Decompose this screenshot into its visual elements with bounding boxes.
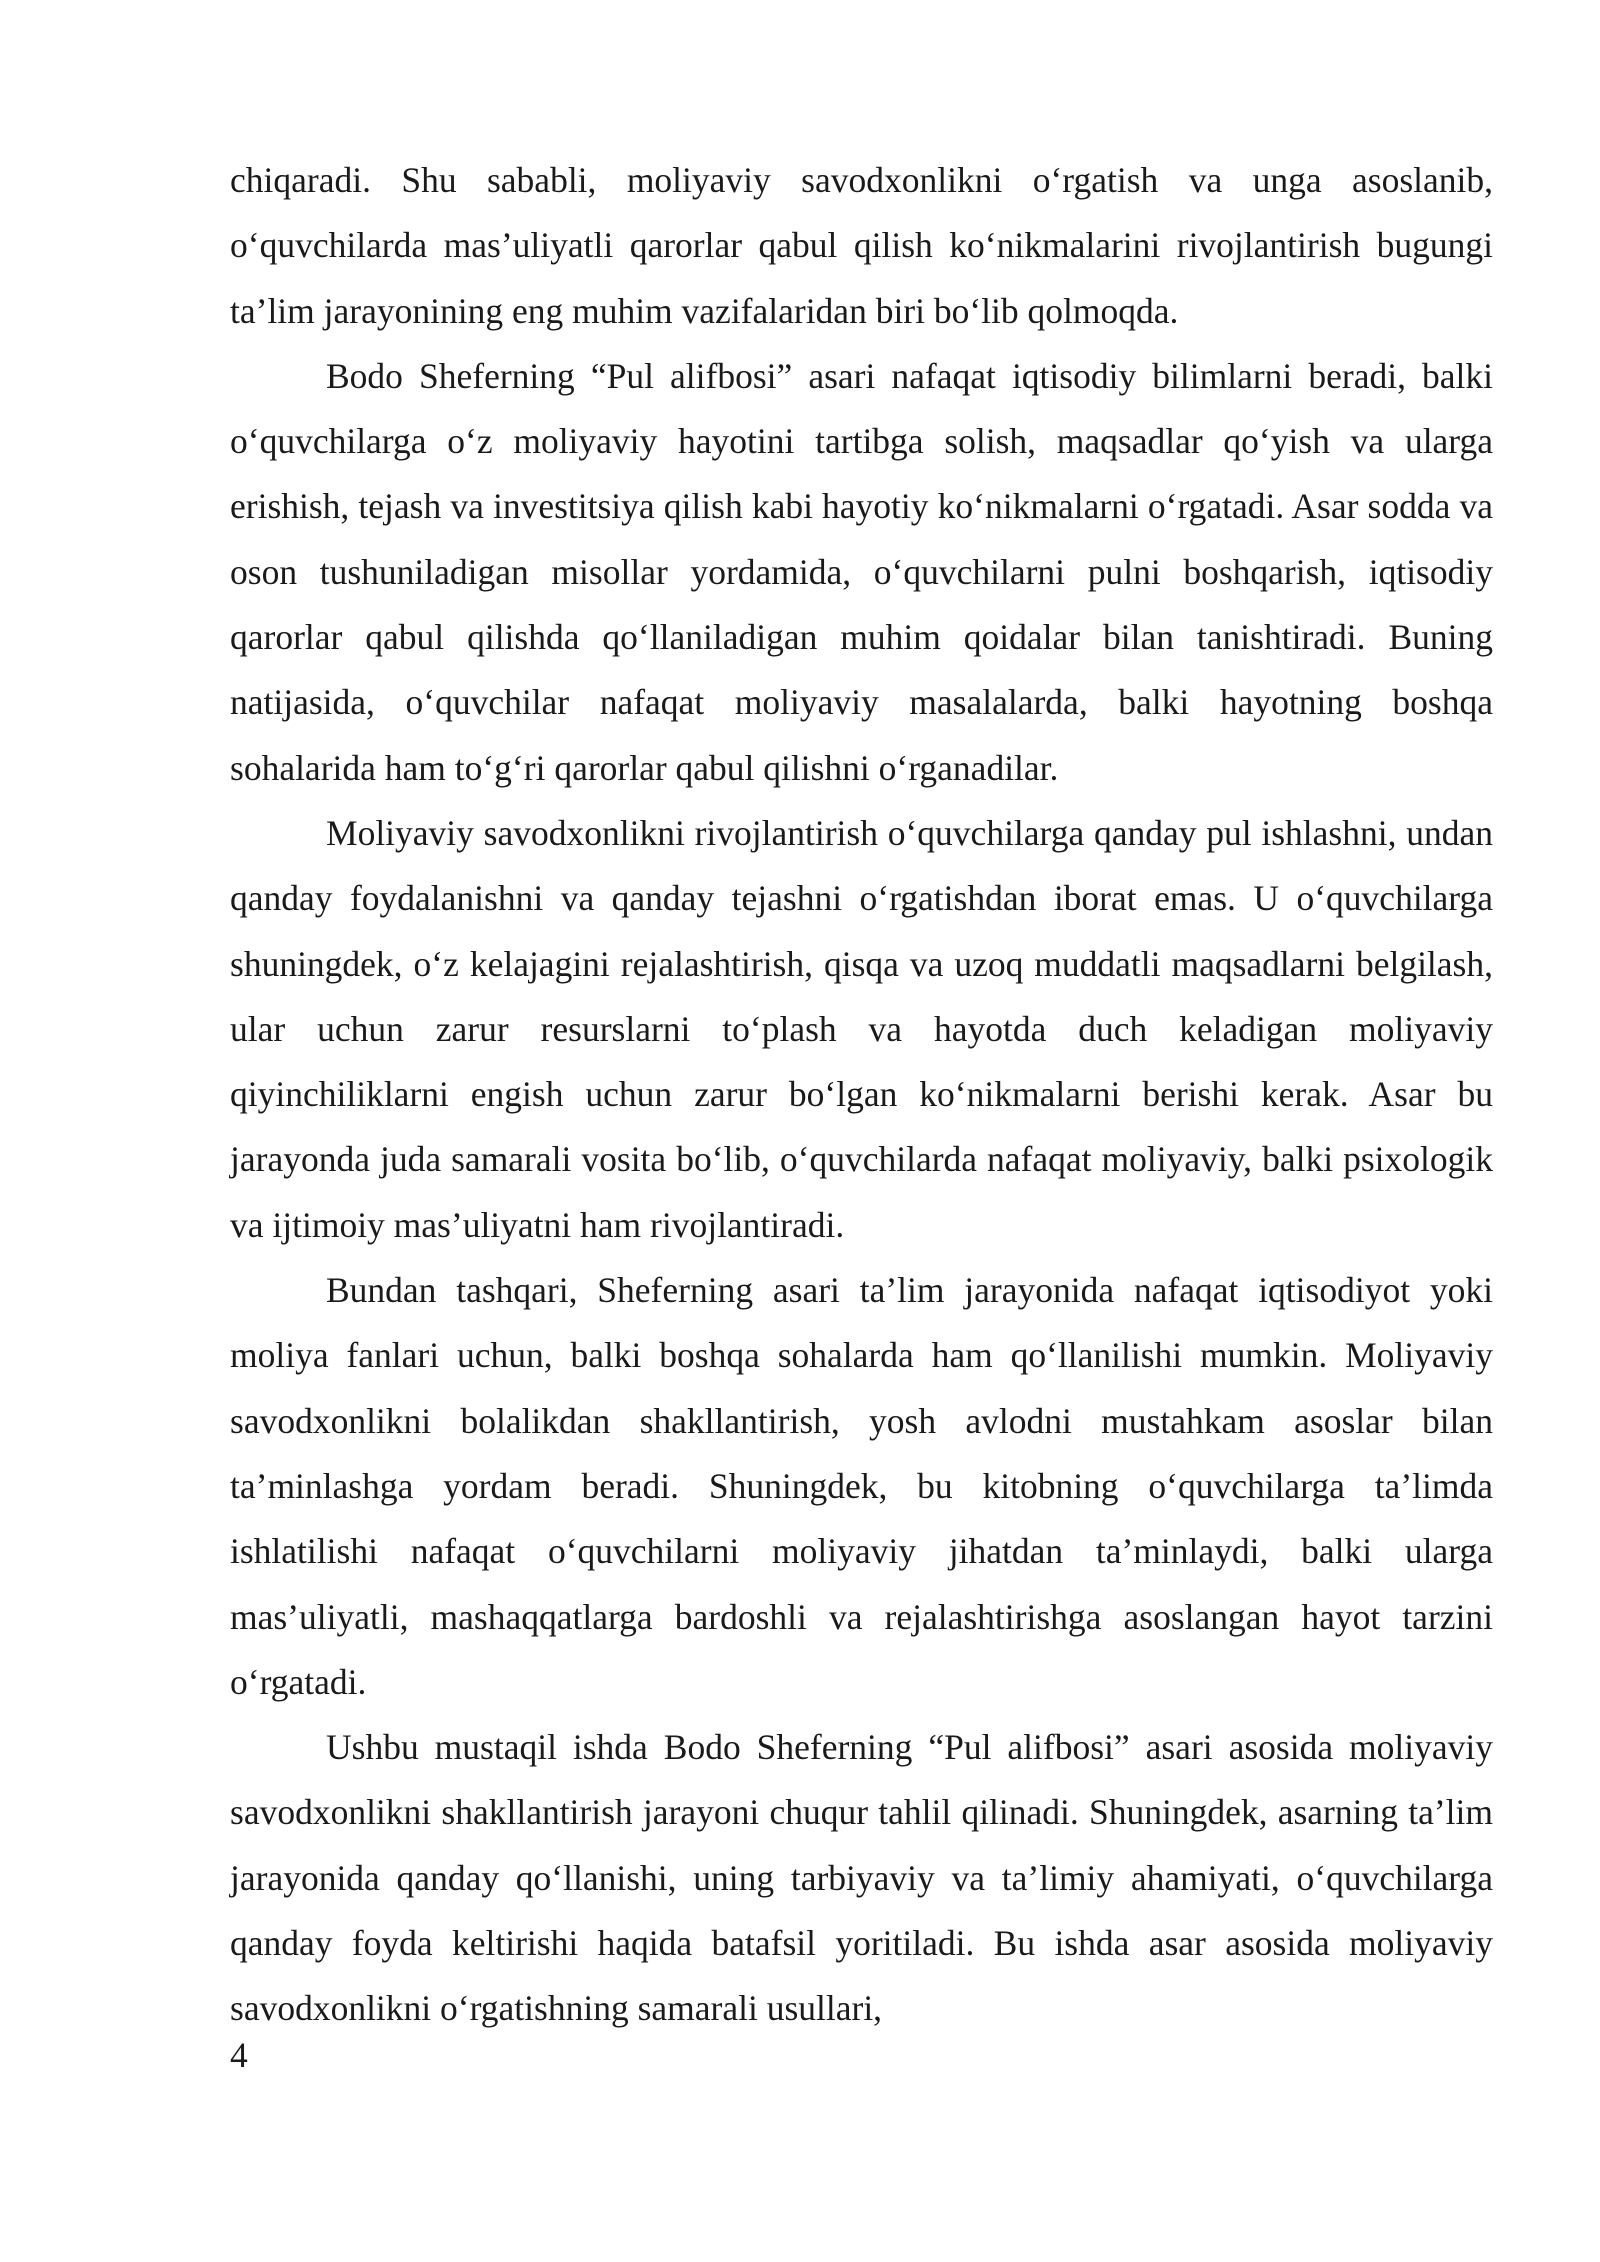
page-number: 4	[230, 2035, 248, 2075]
paragraph-pul-alifbosi-skills: Bodo Sheferning “Pul alifbosi” asari nafaqat iqtisodiy bilimlarni beradi, balki o‘quvchilarga o‘z moliyaviy hayotini tartibga solish, maqsadlar qo‘yish va ularga erishish, tejash va investitsiya qilish kabi hayotiy ko‘nikmalarni o‘rgatadi. Asar sodda va oson tushuniladigan misollar yordamida, o‘quvchilarni pulni boshqarish, iqtisodiy qarorlar qabul qilishda qo‘llaniladigan muhim qoidalar bilan tanishtiradi. Buning natijasida, o‘quvchilar nafaqat moliyaviy masalalarda, balki hayotning boshqa sohalarida ham to‘g‘ri qarorlar qabul qilishni o‘rganadilar.	[230, 355, 1493, 788]
paragraph-continuation: chiqaradi. Shu sababli, moliyaviy savodxonlikni o‘rgatish va unga asoslanib, o‘quvchilarda mas’uliyatli qarorlar qabul qilish ko‘nikmalarini rivojlantirish bugungi ta’lim jarayonining eng muhim vazifalaridan biri bo‘lib qolmoqda.	[230, 160, 1493, 331]
paragraph-independent-work-scope: Ushbu mustaqil ishda Bodo Sheferning “Pul alifbosi” asari asosida moliyaviy savodxonlikni shakllantirish jarayoni chuqur tahlil qilinadi. Shuningdek, asarning ta’lim jarayonida qanday qo‘llanishi, uning tarbiyaviy va ta’limiy ahamiyati, o‘quvchilarga qanday foyda keltirishi haqida batafsil yoritiladi. Bu ishda asar asosida moliyaviy savodxonlikni o‘rgatishning samarali usullari,	[230, 1727, 1493, 2029]
body-text	[230, 148, 1493, 2042]
paragraph-financial-literacy-development: Moliyaviy savodxonlikni rivojlantirish o‘quvchilarga qanday pul ishlashni, undan qanday foydalanishni va qanday tejashni o‘rgatishdan iborat emas. U o‘quvchilarga shuningdek, o‘z kelajagini rejalashtirish, qisqa va uzoq muddatli maqsadlarni belgilash, ular uchun zarur resurslarni to‘plash va hayotda duch keladigan moliyaviy qiyinchiliklarni engish uchun zarur bo‘lgan ko‘nikmalarni berishi kerak. Asar bu jarayonda juda samarali vosita bo‘lib, o‘quvchilarda nafaqat moliyaviy, balki psixologik va ijtimoiy mas’uliyatni ham rivojlantiradi.	[230, 812, 1493, 1245]
paragraph-education-application: Bundan tashqari, Sheferning asari ta’lim jarayonida nafaqat iqtisodiyot yoki moliya fanlari uchun, balki boshqa sohalarda ham qo‘llanilishi mumkin. Moliyaviy savodxonlikni bolalikdan shakllantirish, yosh avlodni mustahkam asoslar bilan ta’minlashga yordam beradi. Shuningdek, bu kitobning o‘quvchilarga ta’limda ishlatilishi nafaqat o‘quvchilarni moliyaviy jihatdan ta’minlaydi, balki ularga mas’uliyatli, mashaqqatlarga bardoshli va rejalashtirishga asoslangan hayot tarzini o‘rgatadi.	[230, 1270, 1493, 1702]
